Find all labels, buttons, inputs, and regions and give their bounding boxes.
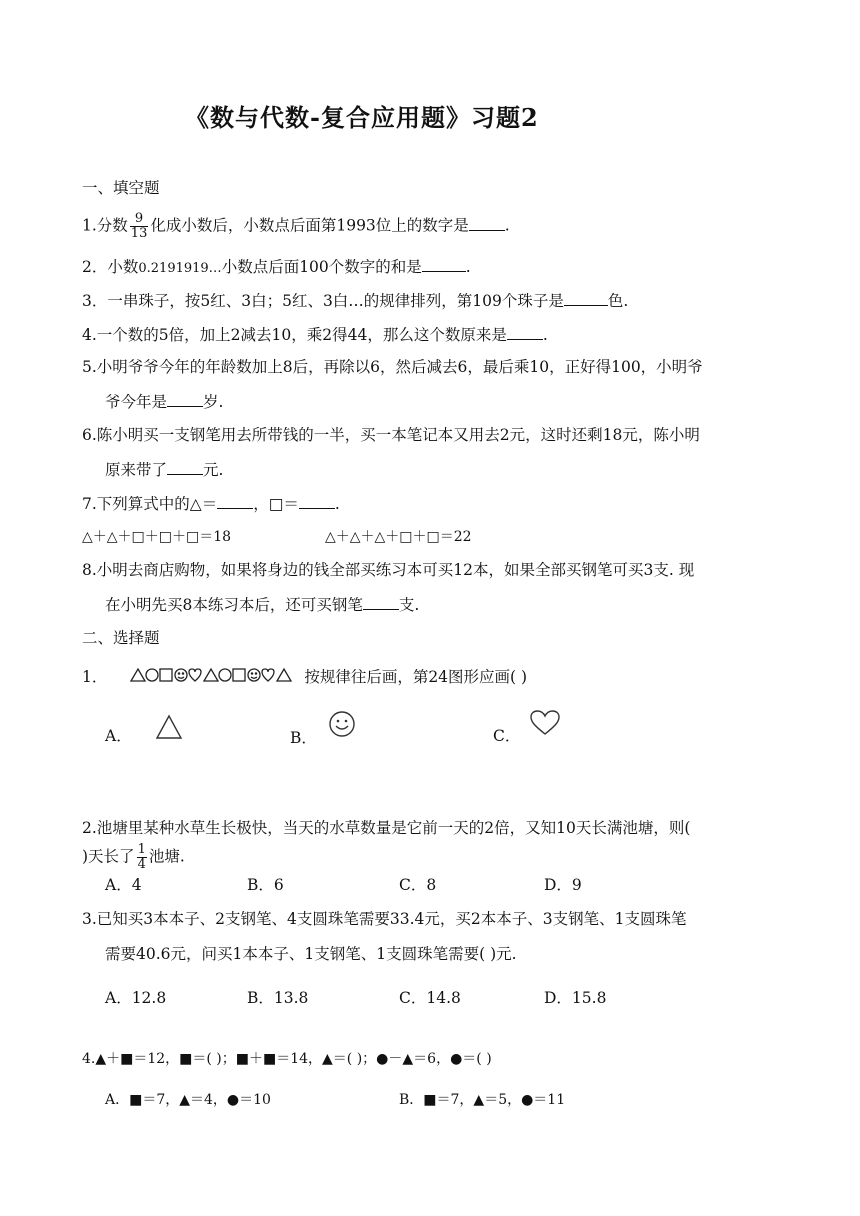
q3-text: 3．一串珠子，按5红、3白；5红、3白…的规律排列，第109个珠子是 bbox=[82, 292, 564, 310]
q8-text: 在小明先买8本练习本后，还可买钢笔 bbox=[105, 596, 363, 614]
q1-text-after: 化成小数后，小数点后面第1993位上的数字是 bbox=[150, 216, 469, 235]
c3-option-a[interactable]: A．12.8 bbox=[105, 989, 167, 1007]
fraction-denominator: 4 bbox=[137, 857, 146, 872]
q7-text-mid: ，□＝ bbox=[253, 495, 299, 513]
answer-blank[interactable] bbox=[564, 289, 608, 306]
fraction-denominator: 13 bbox=[130, 226, 148, 241]
question-6-line1: 6.陈小明买一支钢笔用去所带钱的一半，买一本笔记本又用去2元，这时还剩18元，陈小明 bbox=[82, 426, 700, 444]
q2-text-before: 2．小数 bbox=[82, 258, 139, 276]
c4-option-b[interactable]: B．■＝7，▲＝5，●＝11 bbox=[399, 1092, 566, 1108]
answer-blank[interactable] bbox=[507, 323, 543, 340]
c2-text-before: )天长了 bbox=[82, 847, 135, 866]
q8-end: 支. bbox=[398, 596, 420, 614]
c3-option-d[interactable]: D．15.8 bbox=[544, 989, 607, 1007]
question-8-line2 bbox=[105, 593, 419, 616]
answer-blank-triangle[interactable] bbox=[217, 492, 253, 509]
q7-end: . bbox=[334, 495, 340, 513]
fraction-numerator: 9 bbox=[130, 212, 149, 227]
c2-option-b[interactable]: B．6 bbox=[247, 876, 284, 894]
shape-sequence bbox=[130, 667, 300, 689]
c3-option-c[interactable]: C．14.8 bbox=[399, 989, 461, 1007]
q4-text: 4.一个数的5倍，加上2减去10，乘2得44，那么这个数原来是 bbox=[82, 326, 507, 344]
question-1 bbox=[82, 212, 510, 241]
choice-question-3-line2: 需要40.6元，问买1本本子、1支钢笔、1支圆珠笔需要( )元. bbox=[105, 945, 517, 963]
smiley-icon bbox=[328, 710, 356, 738]
choice-question-3-line1: 3.已知买3本本子、2支钢笔、4支圆珠笔需要33.4元，买2本本子、3支钢笔、1支圆珠笔 bbox=[82, 910, 687, 928]
triangle-icon bbox=[155, 714, 183, 740]
heart-icon bbox=[529, 710, 561, 736]
option-a-label: A． bbox=[105, 727, 132, 745]
c2-option-c[interactable]: C．8 bbox=[399, 876, 437, 894]
answer-blank[interactable] bbox=[469, 214, 505, 231]
fraction-numerator: 1 bbox=[137, 842, 146, 857]
choice-question-2-line2 bbox=[82, 843, 185, 872]
q6-end: 元. bbox=[203, 461, 224, 479]
q3-end: 色. bbox=[607, 292, 629, 310]
question-5-line1: 5.小明爷爷今年的年龄数加上8后，再除以6，然后减去6，最后乘10，正好得100，小明爷 bbox=[82, 358, 703, 376]
answer-blank[interactable] bbox=[422, 255, 466, 272]
answer-blank[interactable] bbox=[363, 593, 399, 610]
equation-2: △＋△＋△＋□＋□＝22 bbox=[325, 529, 472, 545]
question-5-line2 bbox=[105, 390, 223, 413]
shape-sequence-icon bbox=[130, 667, 300, 683]
c3-option-b[interactable]: B．13.8 bbox=[247, 989, 309, 1007]
page-title: 《数与代数-复合应用题》习题2 bbox=[185, 103, 539, 132]
question-6-line2 bbox=[105, 458, 223, 481]
q7-text-before: 7.下列算式中的△＝ bbox=[82, 495, 218, 513]
c1-text: 按规律往后画，第24图形应画( ) bbox=[304, 668, 528, 686]
choice-question-2-line1: 2.池塘里某种水草生长极快，当天的水草数量是它前一天的2倍，又知10天长满池塘，则( bbox=[82, 819, 691, 837]
question-2 bbox=[82, 255, 471, 280]
answer-blank[interactable] bbox=[167, 390, 203, 407]
question-8-line1: 8.小明去商店购物，如果将身边的钱全部买练习本可买12本，如果全部买钢笔可买3支. 现 bbox=[82, 561, 695, 579]
q1-text-before: 1.分数 bbox=[82, 216, 128, 235]
equation-1: △＋△＋□＋□＋□＝18 bbox=[82, 529, 232, 545]
section-fill-in-heading: 一、填空题 bbox=[82, 179, 160, 197]
q5-end: 岁. bbox=[203, 393, 224, 411]
q1-end: . bbox=[504, 216, 510, 235]
q5-text: 爷今年是 bbox=[105, 393, 168, 411]
c4-option-a[interactable]: A．■＝7，▲＝4，●＝10 bbox=[105, 1092, 271, 1108]
answer-blank[interactable] bbox=[167, 458, 203, 475]
option-b-label: B． bbox=[290, 729, 317, 747]
question-7 bbox=[82, 492, 340, 515]
c2-option-d[interactable]: D．9 bbox=[544, 876, 582, 894]
choice-question-1 bbox=[82, 666, 527, 689]
question-4 bbox=[82, 323, 548, 346]
q2-text-after: 小数点后面100个数字的和是 bbox=[221, 258, 422, 276]
fraction-1-4 bbox=[137, 843, 147, 872]
choice-question-4: 4.▲＋■＝12，■＝( )；■＋■＝14，▲＝( )；●－▲＝6，●＝( ) bbox=[82, 1051, 492, 1067]
c2-option-a[interactable]: A．4 bbox=[105, 876, 142, 894]
c1-option-c[interactable] bbox=[493, 720, 561, 746]
option-c-label: C． bbox=[493, 727, 521, 745]
q2-decimal: 0.2191919… bbox=[138, 261, 222, 276]
c2-text-after: 池塘. bbox=[148, 847, 185, 866]
section-choice-heading: 二、选择题 bbox=[82, 629, 160, 647]
q2-end: . bbox=[465, 258, 471, 276]
q4-end: . bbox=[542, 326, 548, 344]
c1-option-a[interactable] bbox=[105, 720, 183, 746]
c1-number: 1． bbox=[82, 668, 108, 686]
c1-option-b[interactable] bbox=[290, 720, 356, 748]
answer-blank-square[interactable] bbox=[299, 492, 335, 509]
q6-text: 原来带了 bbox=[105, 461, 168, 479]
question-3 bbox=[82, 289, 628, 312]
fraction-9-13 bbox=[130, 212, 149, 241]
